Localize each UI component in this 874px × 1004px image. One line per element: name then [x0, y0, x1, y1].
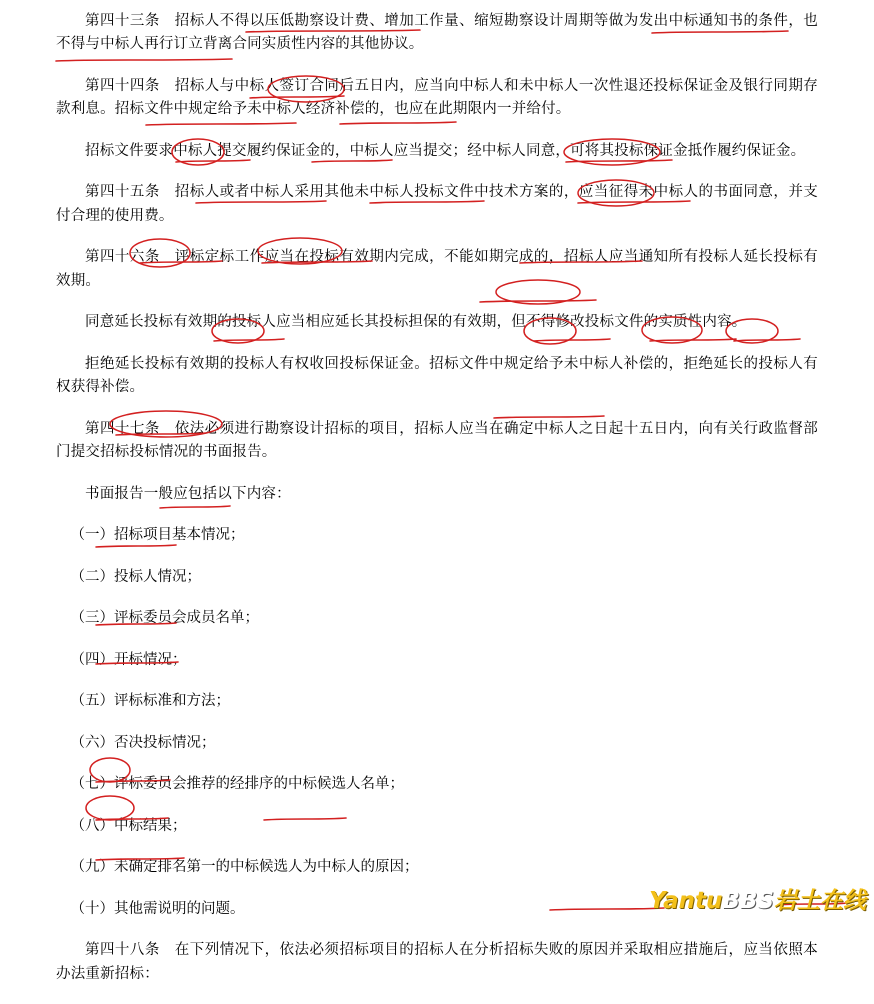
list-item-5: （五）评标标准和方法； — [70, 693, 230, 710]
list-item-9: （九）未确定排名第一的中标候选人为中标人的原因； — [70, 859, 419, 876]
paragraph-44: 第四十四条 招标人与中标人签订合同后五日内，应当向中标人和未中标人一次性退还投标保证金及银行同期存款利息。招标文件中规定给予未中标人经济补偿的，也应在此期限内一并给付。 — [56, 77, 818, 118]
paragraph-47: 第四十七条 依法必须进行勘察设计招标的项目，招标人应当在确定中标人之日起十五日内，向有关行政监督部门提交招标投标情况的书面报告。 — [56, 420, 818, 461]
paragraph-46b: 同意延长投标有效期的投标人应当相应延长其投标担保的有效期，但不得修改投标文件的实质性内容。 — [85, 314, 747, 331]
list-item-3: （三）评标委员会成员名单； — [70, 610, 259, 627]
document-body — [56, 10, 818, 1004]
list-item-2: （二）投标人情况； — [70, 568, 201, 585]
paragraph-46: 第四十六条 评标定标工作应当在投标有效期内完成，不能如期完成的，招标人应当通知所有投标人延长投标有效期。 — [56, 249, 818, 289]
paragraph-43: 第四十三条 招标人不得以压低勘察设计费、增加工作量、缩短勘察设计周期等做为发出中标通知书的条件，也不得与中标人再行订立背离合同实质性内容的其他协议。 — [56, 13, 818, 53]
paragraph-46c: 拒绝延长投标有效期的投标人有权收回投标保证金。招标文件中规定给予未中标人补偿的，拒绝延长的投标人有权获得补偿。 — [56, 355, 818, 396]
paragraph-report-intro: 书面报告一般应包括以下内容： — [85, 485, 291, 502]
watermark-cn: 岩土在线 — [774, 888, 866, 914]
paragraph-48: 第四十八条 在下列情况下，依法必须招标项目的招标人在分析招标失败的原因并采取相应措施后，应当依照本办法重新招标： — [56, 942, 818, 982]
watermark-yantu: Yantu — [649, 888, 723, 914]
paragraph-44b: 招标文件要求中标人提交履约保证金的，中标人应当提交；经中标人同意，可将其投标保证金抵作履约保证金。 — [85, 142, 806, 159]
watermark — [649, 882, 866, 915]
paragraph-45: 第四十五条 招标人或者中标人采用其他未中标人投标文件中技术方案的，应当征得未中标人的书面同意，并支付合理的使用费。 — [56, 184, 818, 224]
list-item-1: （一）招标项目基本情况； — [70, 527, 245, 544]
watermark-bbs: BBS — [722, 888, 774, 914]
list-item-6: （六）否决投标情况； — [70, 734, 216, 751]
list-item-7: （七）评标委员会推荐的经排序的中标候选人名单； — [70, 776, 404, 793]
list-item-10: （十）其他需说明的问题。 — [70, 900, 245, 917]
list-item-4: （四）开标情况； — [70, 651, 187, 668]
list-item-8: （八）中标结果； — [70, 817, 187, 834]
